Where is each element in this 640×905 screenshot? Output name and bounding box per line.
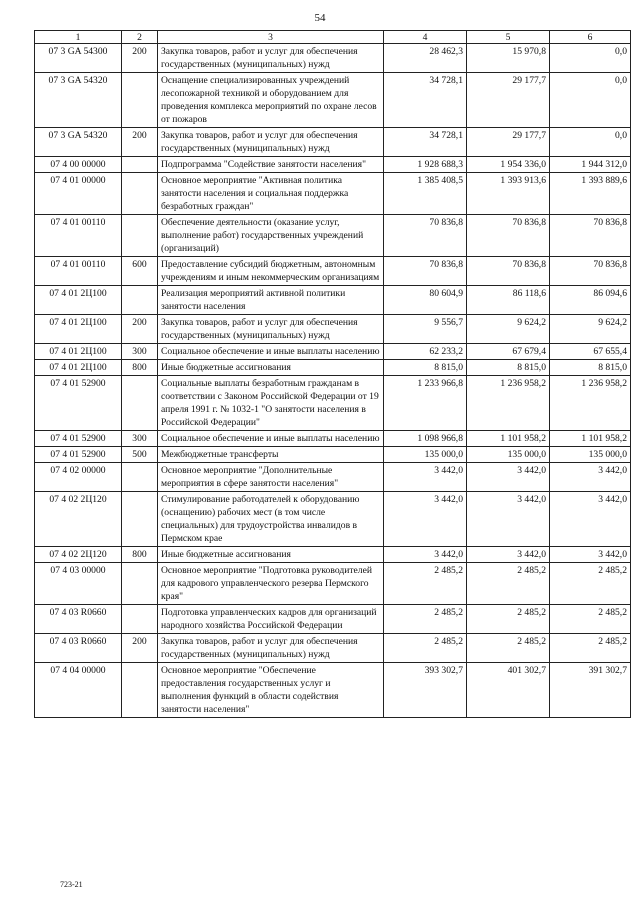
item-name: Межбюджетные трансферты <box>158 447 384 463</box>
amount-col-6: 3 442,0 <box>550 492 631 547</box>
table-row <box>35 463 631 492</box>
budget-code: 07 4 02 00000 <box>35 463 122 492</box>
item-name: Закупка товаров, работ и услуг для обеспечения государственных (муниципальных) нужд <box>158 128 384 157</box>
amount-col-5: 3 442,0 <box>467 463 550 492</box>
item-name: Основное мероприятие "Дополнительные мероприятия в сфере занятости населения" <box>158 463 384 492</box>
expense-type: 500 <box>122 447 158 463</box>
table-row <box>35 215 631 257</box>
header-col-3: 3 <box>158 31 384 44</box>
item-name: Закупка товаров, работ и услуг для обеспечения государственных (муниципальных) нужд <box>158 44 384 73</box>
expense-type <box>122 605 158 634</box>
budget-code: 07 4 00 00000 <box>35 157 122 173</box>
amount-col-6: 1 944 312,0 <box>550 157 631 173</box>
item-name: Подпрограмма "Содействие занятости населения" <box>158 157 384 173</box>
item-name: Реализация мероприятий активной политики занятости населения <box>158 286 384 315</box>
amount-col-5: 2 485,2 <box>467 563 550 605</box>
table-row <box>35 315 631 344</box>
amount-col-4: 2 485,2 <box>384 605 467 634</box>
budget-code: 07 4 01 52900 <box>35 431 122 447</box>
budget-code: 07 4 02 2Ц120 <box>35 492 122 547</box>
budget-code: 07 4 03 R0660 <box>35 634 122 663</box>
expense-type <box>122 376 158 431</box>
amount-col-6: 3 442,0 <box>550 463 631 492</box>
amount-col-4: 393 302,7 <box>384 663 467 718</box>
header-col-6: 6 <box>550 31 631 44</box>
budget-code: 07 4 01 2Ц100 <box>35 360 122 376</box>
item-name: Обеспечение деятельности (оказание услуг, выполнение работ) государственных учреждений (организаций) <box>158 215 384 257</box>
budget-code: 07 4 04 00000 <box>35 663 122 718</box>
amount-col-4: 2 485,2 <box>384 634 467 663</box>
amount-col-6: 70 836,8 <box>550 257 631 286</box>
footer-code: 723-21 <box>60 880 83 889</box>
amount-col-6: 1 101 958,2 <box>550 431 631 447</box>
amount-col-4: 135 000,0 <box>384 447 467 463</box>
budget-table <box>34 30 631 718</box>
item-name: Основное мероприятие "Обеспечение предоставления государственных услуг и выполнения функций в области содействия занятости населения" <box>158 663 384 718</box>
amount-col-6: 9 624,2 <box>550 315 631 344</box>
amount-col-6: 1 236 958,2 <box>550 376 631 431</box>
amount-col-6: 0,0 <box>550 73 631 128</box>
amount-col-6: 67 655,4 <box>550 344 631 360</box>
table-row <box>35 492 631 547</box>
budget-code: 07 4 01 52900 <box>35 376 122 431</box>
page-number: 54 <box>314 12 326 24</box>
table-header-row <box>35 31 631 44</box>
expense-type <box>122 492 158 547</box>
amount-col-5: 1 954 336,0 <box>467 157 550 173</box>
amount-col-5: 3 442,0 <box>467 547 550 563</box>
amount-col-4: 34 728,1 <box>384 128 467 157</box>
expense-type <box>122 663 158 718</box>
item-name: Социальные выплаты безработным гражданам в соответствии с Законом Российской Федерации от 19 апреля 1991 г. № 1032-1 "О занятости населения в Российской Федерации" <box>158 376 384 431</box>
amount-col-5: 3 442,0 <box>467 492 550 547</box>
amount-col-4: 1 233 966,8 <box>384 376 467 431</box>
amount-col-5: 29 177,7 <box>467 73 550 128</box>
budget-code: 07 4 01 52900 <box>35 447 122 463</box>
header-col-4: 4 <box>384 31 467 44</box>
amount-col-5: 2 485,2 <box>467 634 550 663</box>
table-row <box>35 360 631 376</box>
budget-code: 07 4 03 R0660 <box>35 605 122 634</box>
amount-col-4: 8 815,0 <box>384 360 467 376</box>
amount-col-5: 401 302,7 <box>467 663 550 718</box>
amount-col-4: 2 485,2 <box>384 563 467 605</box>
header-col-2: 2 <box>122 31 158 44</box>
amount-col-4: 1 385 408,5 <box>384 173 467 215</box>
amount-col-6: 391 302,7 <box>550 663 631 718</box>
amount-col-6: 2 485,2 <box>550 605 631 634</box>
expense-type <box>122 157 158 173</box>
expense-type: 200 <box>122 315 158 344</box>
amount-col-6: 0,0 <box>550 128 631 157</box>
amount-col-5: 70 836,8 <box>467 257 550 286</box>
expense-type <box>122 563 158 605</box>
table-row <box>35 663 631 718</box>
amount-col-6: 70 836,8 <box>550 215 631 257</box>
amount-col-5: 2 485,2 <box>467 605 550 634</box>
amount-col-5: 1 101 958,2 <box>467 431 550 447</box>
expense-type: 800 <box>122 360 158 376</box>
item-name: Социальное обеспечение и иные выплаты населению <box>158 344 384 360</box>
expense-type <box>122 286 158 315</box>
budget-code: 07 4 02 2Ц120 <box>35 547 122 563</box>
amount-col-6: 135 000,0 <box>550 447 631 463</box>
item-name: Основное мероприятие "Активная политика занятости населения и социальная поддержка безработных граждан" <box>158 173 384 215</box>
expense-type: 200 <box>122 128 158 157</box>
table-row <box>35 431 631 447</box>
table-row <box>35 634 631 663</box>
expense-type: 200 <box>122 634 158 663</box>
amount-col-5: 1 393 913,6 <box>467 173 550 215</box>
item-name: Закупка товаров, работ и услуг для обеспечения государственных (муниципальных) нужд <box>158 634 384 663</box>
expense-type: 200 <box>122 44 158 73</box>
amount-col-4: 9 556,7 <box>384 315 467 344</box>
budget-code: 07 4 01 00110 <box>35 215 122 257</box>
amount-col-6: 86 094,6 <box>550 286 631 315</box>
amount-col-4: 3 442,0 <box>384 463 467 492</box>
amount-col-6: 2 485,2 <box>550 563 631 605</box>
amount-col-6: 8 815,0 <box>550 360 631 376</box>
table-row <box>35 344 631 360</box>
amount-col-6: 1 393 889,6 <box>550 173 631 215</box>
budget-code: 07 4 01 2Ц100 <box>35 315 122 344</box>
amount-col-4: 28 462,3 <box>384 44 467 73</box>
budget-code: 07 3 GA 54320 <box>35 128 122 157</box>
amount-col-4: 1 928 688,3 <box>384 157 467 173</box>
budget-code: 07 4 01 00000 <box>35 173 122 215</box>
header-col-5: 5 <box>467 31 550 44</box>
item-name: Закупка товаров, работ и услуг для обеспечения государственных (муниципальных) нужд <box>158 315 384 344</box>
amount-col-5: 15 970,8 <box>467 44 550 73</box>
amount-col-4: 1 098 966,8 <box>384 431 467 447</box>
expense-type: 300 <box>122 431 158 447</box>
table-row <box>35 447 631 463</box>
item-name: Подготовка управленческих кадров для организаций народного хозяйства Российской Федерации <box>158 605 384 634</box>
budget-code: 07 4 01 2Ц100 <box>35 344 122 360</box>
budget-code: 07 3 GA 54300 <box>35 44 122 73</box>
amount-col-4: 3 442,0 <box>384 547 467 563</box>
item-name: Социальное обеспечение и иные выплаты населению <box>158 431 384 447</box>
item-name: Предоставление субсидий бюджетным, автономным учреждениям и иным некоммерческим организациям <box>158 257 384 286</box>
amount-col-4: 62 233,2 <box>384 344 467 360</box>
table-row <box>35 605 631 634</box>
table-row <box>35 157 631 173</box>
item-name: Оснащение специализированных учреждений лесопожарной техникой и оборудованием для проведения комплекса мероприятий по охране лесов от пожаров <box>158 73 384 128</box>
amount-col-4: 70 836,8 <box>384 257 467 286</box>
table-row <box>35 44 631 73</box>
amount-col-6: 0,0 <box>550 44 631 73</box>
table-row <box>35 376 631 431</box>
budget-code: 07 3 GA 54320 <box>35 73 122 128</box>
amount-col-6: 3 442,0 <box>550 547 631 563</box>
expense-type: 600 <box>122 257 158 286</box>
budget-code: 07 4 01 00110 <box>35 257 122 286</box>
expense-type <box>122 463 158 492</box>
budget-code: 07 4 01 2Ц100 <box>35 286 122 315</box>
expense-type <box>122 73 158 128</box>
table-row <box>35 286 631 315</box>
amount-col-6: 2 485,2 <box>550 634 631 663</box>
header-col-1: 1 <box>35 31 122 44</box>
table-body <box>35 44 631 718</box>
table-row <box>35 128 631 157</box>
amount-col-4: 34 728,1 <box>384 73 467 128</box>
expense-type <box>122 173 158 215</box>
table-row <box>35 547 631 563</box>
item-name: Иные бюджетные ассигнования <box>158 547 384 563</box>
amount-col-5: 86 118,6 <box>467 286 550 315</box>
expense-type: 300 <box>122 344 158 360</box>
amount-col-5: 1 236 958,2 <box>467 376 550 431</box>
table-row <box>35 173 631 215</box>
amount-col-4: 70 836,8 <box>384 215 467 257</box>
table-row <box>35 563 631 605</box>
amount-col-5: 70 836,8 <box>467 215 550 257</box>
budget-code: 07 4 03 00000 <box>35 563 122 605</box>
table-row <box>35 73 631 128</box>
expense-type <box>122 215 158 257</box>
amount-col-5: 9 624,2 <box>467 315 550 344</box>
amount-col-5: 8 815,0 <box>467 360 550 376</box>
table-row <box>35 257 631 286</box>
amount-col-4: 80 604,9 <box>384 286 467 315</box>
item-name: Стимулирование работодателей к оборудованию (оснащению) рабочих мест (в том числе специальных) для трудоустройства инвалидов в Пермском крае <box>158 492 384 547</box>
item-name: Иные бюджетные ассигнования <box>158 360 384 376</box>
item-name: Основное мероприятие "Подготовка руководителей для кадрового управленческого резерва Пермского края" <box>158 563 384 605</box>
expense-type: 800 <box>122 547 158 563</box>
amount-col-5: 135 000,0 <box>467 447 550 463</box>
amount-col-5: 67 679,4 <box>467 344 550 360</box>
amount-col-5: 29 177,7 <box>467 128 550 157</box>
amount-col-4: 3 442,0 <box>384 492 467 547</box>
